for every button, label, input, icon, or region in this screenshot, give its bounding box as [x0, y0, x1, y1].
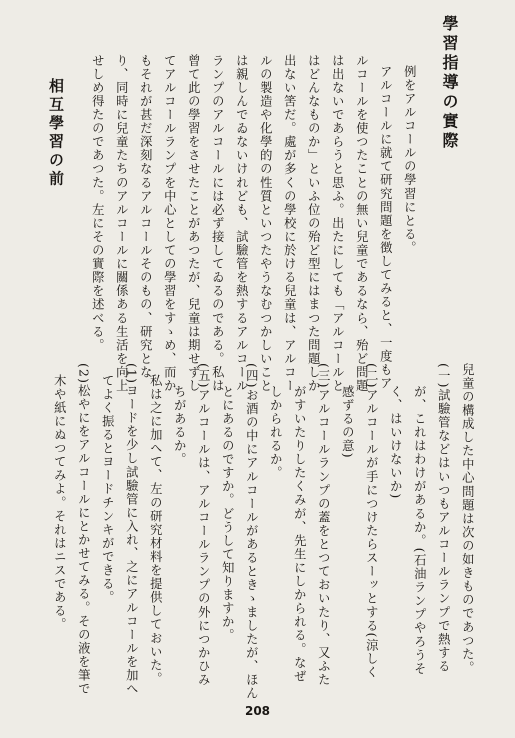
section-heading: 相互學習の前: [47, 78, 65, 189]
page-heading: 學習指導の實際: [440, 15, 459, 152]
text-line: (2)松やにをアルコールにとかせてみる。その液を筆で: [76, 363, 91, 696]
text-line: (三)アルコールランプの蓋をとつておいたり、又ふた: [316, 363, 331, 687]
text-line: アルコールに就て研究問題を徴してみると、一度もア: [378, 65, 393, 391]
text-line: (一)試驗管などはいつもアルコールランプで熱する: [436, 363, 451, 674]
text-line: 出ない筈だ。處が多くの學校に於ける兒童は、アルコー: [282, 54, 297, 393]
text-line: てアルコールランプを中心としての學習をすゝめ、而か: [162, 54, 177, 393]
text-line: 例をアルコールの學習にとる。: [402, 65, 417, 255]
text-line: (四)お酒の中にアルコールがあるときゝましたが、ほん: [244, 363, 259, 701]
text-line: (二)アルコールが手につけたらスーッとする(涼しく: [364, 363, 379, 680]
text-line: ルコールを使つたことの無い兒童であるなら、殆ど問題: [354, 54, 369, 393]
text-line: が、これはわけがあるか。(石油ランプやろうそ: [412, 385, 427, 676]
text-line: は出ないであらうと思ふ。出たにしても「アルコールと: [330, 54, 345, 393]
text-line: く、はいけないか): [388, 385, 403, 500]
text-line: ランプのアルコールには必ず接してゐるのである。私は: [210, 54, 225, 393]
page-number: 208: [244, 704, 271, 718]
text-line: てよく振るとヨードチンキができる。: [100, 374, 115, 605]
text-line: ルの製造や化學的の性質といつたやうなむつかしいこと: [258, 54, 273, 393]
text-line: は親しんでゐないけれども、試驗管を熱するアルコール: [234, 54, 249, 393]
text-line: とにあるのですか。どうして知りますか。: [220, 385, 235, 643]
text-line: (五)アルコールは、アルコールランプの外につかひみ: [196, 363, 211, 687]
text-line: (1)ヨードを少し試驗管に入れ、之にアルコールを加へ: [124, 363, 139, 696]
text-line: しかられるか。: [268, 385, 283, 480]
text-line: はどんなものか」といふ位の殆ど型にはまつた問題しか: [306, 54, 321, 393]
text-line: ちがあるか。: [172, 385, 187, 467]
text-line: 木や紙にぬつてみよ。それはニスである。: [52, 374, 67, 632]
text-line: 感ずるの意): [340, 385, 355, 459]
text-line: 曾て此の學習をさせたことがあつたが、兒童は期せずし: [186, 54, 201, 393]
text-line: り、同時に兒童たちのアルコールに關係ある生活を向上: [114, 54, 129, 393]
text-line: せしめ得たのであつた。左にその實際を述べる。: [90, 54, 105, 353]
text-line: もそれが甚だ深刻なるアルコールそのもの、研究とな: [138, 54, 153, 380]
text-line: がすいたりしたくみが、先生にしかられる。なぜ: [292, 385, 307, 684]
text-line: 兒童の構成した中心問題は次の如きものであつた。: [460, 363, 475, 675]
text-line: 私は之に加へて、左の研究材料を提供しておいた。: [148, 374, 163, 686]
